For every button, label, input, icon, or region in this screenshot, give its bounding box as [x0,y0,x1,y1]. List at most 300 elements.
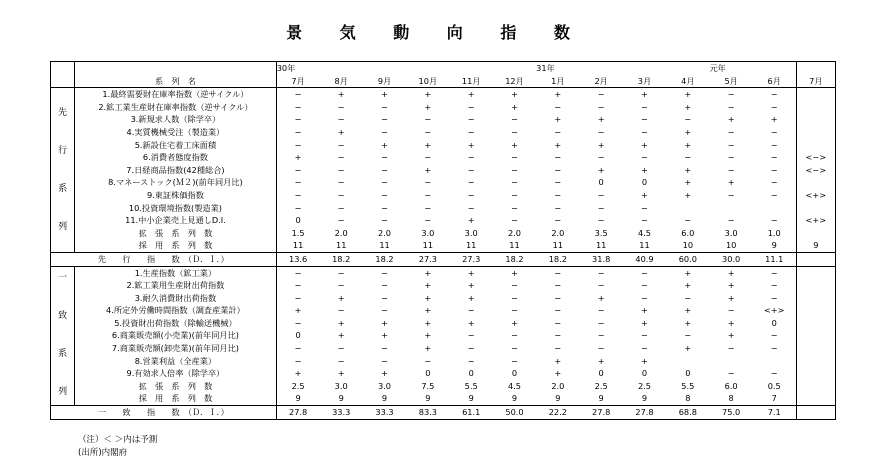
series-name: 3.耐久消費財出荷指数 [75,292,277,305]
series-name: 3.新規求人数（除学卒） [75,113,277,126]
series-value: + [424,330,432,341]
series-value: − [294,114,302,125]
series-value: − [770,343,778,354]
extended-count [796,380,835,393]
series-value: − [467,189,475,200]
group-char: 系 [58,349,68,360]
series-value: − [337,152,345,163]
series-name: 4.実質機械受注（製造業） [75,126,277,139]
adopted-count: 11 [379,240,390,251]
series-value: + [294,305,302,316]
adopted-count: 9 [338,393,344,404]
series-value: − [337,280,345,291]
series-value: 0 [641,177,648,188]
series-value: − [467,202,475,213]
series-value: − [511,202,518,213]
series-value: − [337,343,345,354]
series-value: − [727,164,735,175]
series-value: − [770,126,778,137]
series-value: − [597,202,605,213]
series-value: − [684,114,692,125]
series-value: − [294,189,302,200]
series-value: − [641,202,648,213]
di-value: 27.3 [406,252,449,266]
series-value: + [684,189,692,200]
series-value: − [770,164,778,175]
series-value: + [467,139,475,150]
note-forecast: （注）＜ ＞内は予測 [78,435,158,445]
series-value: − [597,189,605,200]
series-value: − [727,368,735,379]
series-value: + [424,101,432,112]
series-name: 5.投資財出荷指数（除輸送機械） [75,317,277,330]
extended-count: 2.0 [334,227,348,238]
series-value: + [727,280,735,291]
table-row [51,75,836,88]
extended-count: 2.0 [551,227,565,238]
table-row [51,406,836,420]
table-row [51,214,836,227]
header-month: 7月 [796,75,835,88]
header-month: 3月 [623,75,666,88]
extended-count: 4.5 [507,380,522,391]
di-value: 75.0 [709,406,752,420]
series-value: − [294,343,302,354]
series-value: − [727,189,735,200]
series-value: + [424,317,432,328]
table-row [51,279,836,292]
series-name: 2.鉱工業生産財在庫率指数（逆サイクル） [75,101,277,114]
header-era [666,62,709,75]
di-value [796,406,835,420]
series-value: + [337,317,345,328]
series-value: − [424,152,432,163]
series-name: 7.日経商品指数(42種総合) [75,164,277,177]
adopted-count: 9 [598,393,604,404]
series-value: + [727,114,735,125]
series-value [796,113,835,126]
series-value: − [294,164,302,175]
series-value: − [294,101,302,112]
table-row [51,304,836,317]
series-value: + [337,292,345,303]
header-month: 9月 [363,75,406,88]
series-value: − [554,317,562,328]
series-value: − [554,126,562,137]
series-value: − [597,126,605,137]
series-value: + [467,292,475,303]
adopted-count: 9 [381,393,388,404]
extended-count: 3.0 [421,227,435,238]
series-value: + [684,280,692,291]
series-value: + [294,152,302,163]
series-value: − [641,343,648,354]
extended-count-label: 拡 張 系 列 数 [75,380,277,393]
series-value: 0 [295,330,301,341]
series-value: − [554,215,562,226]
series-value: 0 [511,368,518,379]
table-row [51,392,836,405]
extended-count: 2.0 [378,227,392,238]
table-row [51,202,836,215]
series-value: − [381,152,388,163]
di-value: 18.2 [320,252,363,266]
series-value: − [337,177,345,188]
series-value: − [770,177,778,188]
header-corner [51,62,75,88]
series-value: − [770,368,778,379]
series-value [666,202,709,215]
series-value [709,202,752,215]
series-value: − [511,292,518,303]
di-value: 27.8 [580,406,623,420]
series-value [796,202,835,215]
extended-count: 2.5 [637,380,651,391]
header-era: 30年 [276,62,319,75]
group-char: 先 [58,107,68,118]
series-name: 6.商業販売額(小売業)(前年同月比) [75,329,277,342]
header-month: 8月 [320,75,363,88]
header-era [623,62,666,75]
series-value: + [424,343,432,354]
di-value: 27.3 [450,252,493,266]
series-value: − [467,177,475,188]
series-value: − [770,330,778,341]
table-row [51,189,836,202]
series-value: + [493,266,536,279]
series-value: − [597,343,605,354]
adopted-count: 9 [555,393,561,404]
series-value [796,304,835,317]
series-value: + [493,88,536,101]
series-value: + [337,126,345,137]
header-era [406,62,449,75]
di-value [796,252,835,266]
header-month: 6月 [753,75,796,88]
series-value: + [641,355,648,366]
adopted-count: 9 [468,393,474,404]
adopted-count: 11 [639,240,650,251]
series-value: − [424,177,432,188]
series-value: + [511,139,518,150]
series-value: − [554,152,562,163]
extended-count: 3.0 [334,380,348,391]
series-value: + [684,164,692,175]
series-value: − [554,292,562,303]
header-era: 元年 [709,62,752,75]
series-value: − [511,126,518,137]
series-value: + [381,317,388,328]
series-value: − [294,139,302,150]
series-value [796,139,835,152]
series-value: + [597,164,605,175]
series-value: − [554,330,562,341]
di-label: 一 致 指 数 （Ｄ．Ｉ．） [51,406,277,420]
series-value: − [641,114,648,125]
series-value: 0 [295,215,301,226]
series-value: <+> [763,305,785,316]
series-value: − [727,126,735,137]
adopted-count: 9 [771,240,777,251]
series-value: − [770,292,778,303]
table-row [51,139,836,152]
series-value: − [511,280,518,291]
series-name: 9.有効求人倍率（除学卒） [75,367,277,380]
di-value: 18.2 [363,252,406,266]
series-value: − [597,317,605,328]
series-value: <−> [796,151,835,164]
header-month: 10月 [406,75,449,88]
series-value: + [597,114,605,125]
header-era [796,62,835,75]
series-value: − [641,152,648,163]
extended-count: 0.5 [767,380,781,391]
series-value: − [294,202,302,213]
series-value: − [770,101,778,112]
group-char: 行 [58,145,68,156]
extended-count: 1.5 [291,227,305,238]
series-value: + [337,368,345,379]
series-value: − [511,152,518,163]
header-era [363,62,406,75]
header-month: 4月 [666,75,709,88]
series-value: − [554,305,562,316]
series-value: − [554,343,562,354]
series-value [796,317,835,330]
di-value: 50.0 [493,406,536,420]
series-value: − [467,164,475,175]
series-value: + [381,368,388,379]
series-value: − [424,355,432,366]
series-value: − [276,266,319,279]
table-row [51,151,836,164]
series-value: <−> [796,164,835,177]
group-char: 列 [58,387,68,398]
adopted-count: 7 [771,393,777,404]
adopted-count: 10 [725,240,737,251]
series-value: 0 [641,368,648,379]
group-char: 列 [58,221,68,232]
extended-count [796,227,835,240]
series-value: − [424,114,432,125]
extended-count: 3.0 [724,227,738,238]
series-value [796,355,835,368]
table-row [51,342,836,355]
table-row [51,266,836,279]
table-row [51,113,836,126]
series-value: + [727,292,735,303]
series-value: − [381,280,388,291]
series-value: − [363,266,406,279]
series-value: + [684,139,692,150]
series-value: − [424,189,432,200]
series-value: − [467,355,475,366]
series-value: − [294,280,302,291]
note-source: (出所)内閣府 [78,448,128,458]
header-month: 7月 [276,75,319,88]
adopted-count: 9 [511,393,518,404]
series-value: − [727,215,735,226]
series-value: + [511,101,518,112]
series-name: 1.最終需要財在庫率指数（逆サイクル） [75,88,277,101]
series-value: − [511,177,518,188]
series-value: − [467,114,475,125]
adopted-count: 11 [509,240,520,251]
table-row [51,355,836,368]
adopted-count: 8 [685,393,691,404]
series-name: 11.中小企業売上見通しD.I. [75,214,277,227]
series-value: 0 [685,368,691,379]
series-value: − [641,126,648,137]
series-value: − [770,152,778,163]
header-era [320,62,363,75]
extended-count: 6.0 [681,227,695,238]
di-value: 18.2 [493,252,536,266]
series-value: − [597,152,605,163]
series-value: − [536,266,579,279]
table-row [51,164,836,177]
series-value: − [597,330,605,341]
series-name: 1.生産指数（鉱工業） [75,266,277,279]
series-value: + [450,266,493,279]
series-value: + [666,88,709,101]
series-value [796,266,835,279]
series-value: − [641,215,648,226]
series-name: 8.営業利益（全産業） [75,355,277,368]
series-value: − [467,343,475,354]
series-value: − [641,330,648,341]
series-value: − [554,177,562,188]
series-value: − [381,114,388,125]
series-value: + [554,368,562,379]
adopted-count: 9 [295,393,301,404]
extended-count: 7.5 [421,380,435,391]
notes [78,434,157,460]
series-value: + [406,266,449,279]
series-value: − [597,215,605,226]
series-value: − [753,266,796,279]
table-row [51,101,836,114]
series-value: 0 [598,177,604,188]
di-value: 22.2 [536,406,579,420]
series-value: + [666,266,709,279]
series-value: − [337,101,345,112]
coincident-group-label [51,266,75,406]
series-value: 0 [771,317,777,328]
series-name: 7.商業販売額(卸売業)(前年同月比) [75,342,277,355]
series-value: − [337,305,345,316]
series-value: − [294,177,302,188]
di-value: 13.6 [276,252,319,266]
table-row [51,227,836,240]
series-value: − [381,215,388,226]
series-value: − [467,126,475,137]
table-row [51,176,836,189]
series-value: − [727,139,735,150]
di-value: 60.0 [666,252,709,266]
series-value: − [727,305,735,316]
series-value: + [770,114,778,125]
table-row [51,317,836,330]
series-value: − [623,266,666,279]
series-value: − [554,202,562,213]
series-value: + [337,330,345,341]
table-row [51,292,836,305]
header-name-blank [75,62,277,75]
di-value: 27.8 [623,406,666,420]
series-value: − [511,305,518,316]
di-value: 27.8 [276,406,319,420]
series-value: + [424,280,432,291]
series-value: + [623,88,666,101]
extended-count: 4.5 [637,227,651,238]
series-value: − [337,164,345,175]
series-value: − [381,177,388,188]
series-value: − [294,317,302,328]
header-era [580,62,623,75]
series-value [796,176,835,189]
series-value: − [554,189,562,200]
series-value: + [450,88,493,101]
series-value: − [511,114,518,125]
page-title: 景 気 動 向 指 数 [286,23,586,42]
series-value: − [511,189,518,200]
adopted-count: 9 [796,239,835,252]
header-month: 12月 [493,75,536,88]
extended-count: 1.0 [767,227,781,238]
series-value: − [511,330,518,341]
series-value: − [511,343,518,354]
di-value: 68.8 [666,406,709,420]
series-value: − [597,101,605,112]
series-value: + [554,355,562,366]
series-value [796,88,835,101]
series-value: + [424,292,432,303]
series-value: + [597,355,605,366]
series-name-header: 系 列 名 [75,75,277,88]
extended-count: 2.0 [507,227,522,238]
series-value [796,279,835,292]
series-value: − [554,164,562,175]
series-value: − [381,202,388,213]
series-value: − [467,305,475,316]
series-name: 10.投資環境指数(製造業) [75,202,277,215]
di-value: 18.2 [536,252,579,266]
adopted-count: 11 [465,240,477,251]
di-value: 31.8 [580,252,623,266]
adopted-count: 8 [728,393,734,404]
table-row [51,380,836,393]
series-value: − [276,88,319,101]
series-value: − [580,88,623,101]
series-value [666,355,709,368]
series-value: − [727,343,735,354]
header-era [493,62,536,75]
series-value: + [597,139,605,150]
series-value: + [727,177,735,188]
header-month: 2月 [580,75,623,88]
series-value [753,355,796,368]
series-value: − [770,189,778,200]
adopted-count: 9 [641,393,648,404]
series-value: − [294,126,302,137]
extended-count: 2.0 [551,380,565,391]
di-value: 33.3 [363,406,406,420]
series-value: + [320,88,363,101]
series-value: − [727,101,735,112]
series-value: − [381,126,388,137]
series-value [796,367,835,380]
